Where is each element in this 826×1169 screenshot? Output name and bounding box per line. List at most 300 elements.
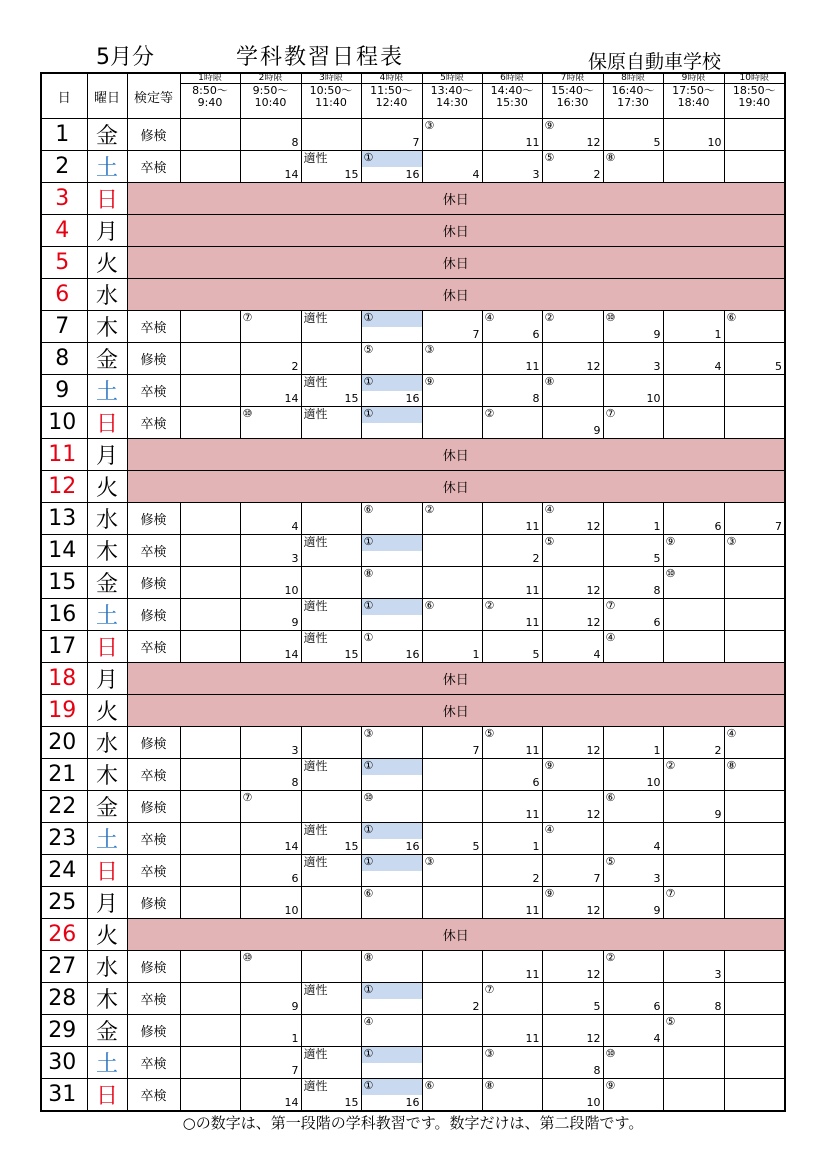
exam-type: 卒検 xyxy=(127,407,180,439)
weekday: 土 xyxy=(87,151,127,183)
stage2-lesson: 15 xyxy=(344,840,359,853)
aptitude-label: 適性 xyxy=(303,823,328,837)
stage2-lesson: 8 xyxy=(291,776,299,789)
period-time: 17:50～ 18:40 xyxy=(672,84,715,109)
stage2-lesson: 12 xyxy=(586,520,601,533)
stage2-lesson: 1 xyxy=(532,840,540,853)
weekday: 日 xyxy=(87,1079,127,1112)
stage1-lesson: ⑧ xyxy=(484,1079,495,1092)
period-header-6 xyxy=(482,73,542,119)
lesson-cell xyxy=(482,151,542,183)
lesson-cell xyxy=(301,535,361,567)
period-label: 6時限 xyxy=(483,74,542,84)
lesson-cell xyxy=(603,823,663,855)
stage1-lesson: ⑦ xyxy=(242,311,253,324)
aptitude-label: 適性 xyxy=(303,407,328,421)
lesson-cell xyxy=(180,631,240,663)
lesson-cell xyxy=(180,791,240,823)
stage1-lesson: ⑤ xyxy=(665,1015,676,1028)
stage2-lesson: 10 xyxy=(646,776,661,789)
lesson-cell xyxy=(603,503,663,535)
stage2-lesson: 9 xyxy=(593,424,601,437)
lesson-cell xyxy=(240,375,301,407)
exam-type: 卒検 xyxy=(127,151,180,183)
stage2-lesson: 5 xyxy=(593,1000,601,1013)
lesson-cell xyxy=(542,951,603,983)
lesson-cell xyxy=(542,375,603,407)
stage1-lesson: ⑨ xyxy=(605,1079,616,1092)
stage1-lesson: ① xyxy=(363,151,374,164)
stage1-lesson: ⑤ xyxy=(605,855,616,868)
lesson-cell xyxy=(301,503,361,535)
day-number: 13 xyxy=(41,503,87,535)
day-row xyxy=(41,535,785,567)
lesson-cell xyxy=(724,791,785,823)
weekday: 金 xyxy=(87,567,127,599)
lesson-cell xyxy=(240,599,301,631)
stage2-lesson: 15 xyxy=(344,168,359,181)
lesson-cell xyxy=(180,983,240,1015)
stage2-lesson: 10 xyxy=(284,904,299,917)
lesson-cell xyxy=(724,823,785,855)
lesson-cell xyxy=(482,887,542,919)
stage2-lesson: 9 xyxy=(653,904,661,917)
weekday: 月 xyxy=(87,887,127,919)
period-header-5 xyxy=(422,73,482,119)
weekday: 木 xyxy=(87,535,127,567)
lesson-cell xyxy=(542,599,603,631)
day-row xyxy=(41,599,785,631)
lesson-cell xyxy=(361,535,422,567)
lesson-cell xyxy=(663,759,724,791)
lesson-cell xyxy=(663,343,724,375)
exam-type: 卒検 xyxy=(127,375,180,407)
lesson-cell xyxy=(301,1079,361,1112)
stage2-lesson: 3 xyxy=(714,968,722,981)
day-row xyxy=(41,951,785,983)
lesson-cell xyxy=(663,887,724,919)
lesson-cell xyxy=(663,1079,724,1112)
page-title: 学科教習日程表 xyxy=(236,45,405,70)
stage1-lesson: ② xyxy=(544,311,555,324)
aptitude-label: 適性 xyxy=(303,375,328,389)
lesson-cell xyxy=(361,1047,422,1079)
stage1-lesson: ④ xyxy=(605,631,616,644)
lesson-cell xyxy=(603,1079,663,1112)
lesson-cell xyxy=(542,311,603,343)
exam-type: 修検 xyxy=(127,599,180,631)
lesson-cell xyxy=(301,631,361,663)
stage2-lesson: 2 xyxy=(714,744,722,757)
lesson-cell xyxy=(422,503,482,535)
lesson-cell xyxy=(361,727,422,759)
weekday: 水 xyxy=(87,951,127,983)
lesson-cell xyxy=(663,311,724,343)
day-row xyxy=(41,983,785,1015)
exam-type: 卒検 xyxy=(127,823,180,855)
day-number: 16 xyxy=(41,599,87,631)
lesson-cell xyxy=(301,1015,361,1047)
period-time: 18:50～ 19:40 xyxy=(732,84,776,109)
aptitude-label: 適性 xyxy=(303,855,328,869)
day-header: 日 xyxy=(41,73,87,119)
lesson-cell xyxy=(240,823,301,855)
lesson-cell xyxy=(663,631,724,663)
stage2-lesson: 9 xyxy=(291,1000,299,1013)
lesson-cell xyxy=(482,503,542,535)
stage1-lesson: ④ xyxy=(484,311,495,324)
stage1-lesson: ⑩ xyxy=(363,791,374,804)
lesson-cell xyxy=(542,407,603,439)
lesson-cell xyxy=(724,567,785,599)
lesson-cell xyxy=(180,855,240,887)
period-time: 13:40～ 14:30 xyxy=(430,84,474,109)
lesson-cell xyxy=(663,951,724,983)
weekday: 水 xyxy=(87,279,127,311)
lesson-cell xyxy=(240,567,301,599)
day-number: 5 xyxy=(41,247,87,279)
footer-note: ○の数字は、第一段階の学科教習です。数字だけは、第二段階です。 xyxy=(182,1114,644,1132)
day-row xyxy=(41,631,785,663)
stage2-lesson: 10 xyxy=(707,136,722,149)
lesson-cell xyxy=(724,311,785,343)
lesson-cell xyxy=(180,599,240,631)
lesson-cell xyxy=(603,535,663,567)
lesson-cell xyxy=(663,599,724,631)
stage2-lesson: 14 xyxy=(284,168,299,181)
day-row xyxy=(41,375,785,407)
stage1-lesson: ⑥ xyxy=(424,1079,435,1092)
lesson-cell xyxy=(724,1047,785,1079)
period-header-2 xyxy=(240,73,301,119)
lesson-cell xyxy=(542,1079,603,1112)
day-number: 12 xyxy=(41,471,87,503)
day-number: 17 xyxy=(41,631,87,663)
stage2-lesson: 11 xyxy=(525,904,540,917)
lesson-cell xyxy=(542,535,603,567)
stage1-lesson: ③ xyxy=(363,727,374,740)
stage2-lesson: 7 xyxy=(472,328,480,341)
exam-type: 修検 xyxy=(127,727,180,759)
school-name: 保原自動車学校 xyxy=(588,51,722,73)
period-time: 8:50～ 9:40 xyxy=(192,84,228,109)
lesson-cell xyxy=(663,503,724,535)
lesson-cell xyxy=(663,727,724,759)
lesson-cell xyxy=(422,1015,482,1047)
stage2-lesson: 5 xyxy=(472,840,480,853)
lesson-cell xyxy=(180,535,240,567)
lesson-cell xyxy=(542,631,603,663)
lesson-cell xyxy=(180,951,240,983)
day-row xyxy=(41,247,785,279)
lesson-cell xyxy=(301,983,361,1015)
exam-type: 卒検 xyxy=(127,855,180,887)
stage1-lesson: ⑧ xyxy=(726,759,737,772)
stage1-lesson: ⑦ xyxy=(665,887,676,900)
lesson-cell xyxy=(422,343,482,375)
stage1-lesson: ⑥ xyxy=(726,311,737,324)
exam-type: 卒検 xyxy=(127,1047,180,1079)
day-number: 29 xyxy=(41,1015,87,1047)
period-header-7 xyxy=(542,73,603,119)
stage1-lesson: ① xyxy=(363,375,374,388)
stage1-lesson: ⑧ xyxy=(605,151,616,164)
stage2-lesson: 11 xyxy=(525,808,540,821)
weekday: 日 xyxy=(87,183,127,215)
day-number: 6 xyxy=(41,279,87,311)
lesson-cell xyxy=(361,887,422,919)
lesson-cell xyxy=(240,1047,301,1079)
period-header-9 xyxy=(663,73,724,119)
lesson-cell xyxy=(663,375,724,407)
lesson-cell xyxy=(663,1047,724,1079)
day-row xyxy=(41,439,785,471)
day-row xyxy=(41,663,785,695)
weekday: 木 xyxy=(87,759,127,791)
lesson-cell xyxy=(301,887,361,919)
lesson-cell xyxy=(542,119,603,151)
weekday: 木 xyxy=(87,311,127,343)
period-label: 10時限 xyxy=(725,74,785,84)
holiday-bar: 休日 xyxy=(127,439,785,471)
lesson-cell xyxy=(663,151,724,183)
stage1-lesson: ① xyxy=(363,823,374,836)
lesson-cell xyxy=(542,503,603,535)
lesson-cell xyxy=(482,823,542,855)
lesson-cell xyxy=(301,1047,361,1079)
weekday: 木 xyxy=(87,983,127,1015)
period-time: 16:40～ 17:30 xyxy=(611,84,655,109)
lesson-cell xyxy=(240,887,301,919)
day-row xyxy=(41,503,785,535)
lesson-cell xyxy=(180,311,240,343)
lesson-cell xyxy=(301,791,361,823)
stage2-lesson: 11 xyxy=(525,616,540,629)
lesson-cell xyxy=(724,1079,785,1112)
day-number: 4 xyxy=(41,215,87,247)
lesson-cell xyxy=(301,119,361,151)
lesson-cell xyxy=(301,951,361,983)
aptitude-label: 適性 xyxy=(303,151,328,165)
weekday: 月 xyxy=(87,439,127,471)
day-number: 31 xyxy=(41,1079,87,1112)
lesson-cell xyxy=(361,375,422,407)
period-label: 3時限 xyxy=(302,74,361,84)
lesson-cell xyxy=(663,407,724,439)
day-row xyxy=(41,727,785,759)
lesson-cell xyxy=(422,983,482,1015)
day-row xyxy=(41,471,785,503)
header-row xyxy=(41,73,785,119)
period-time: 11:50～ 12:40 xyxy=(370,84,413,109)
stage2-lesson: 9 xyxy=(291,616,299,629)
lesson-cell xyxy=(482,535,542,567)
period-label: 4時限 xyxy=(362,74,422,84)
weekday: 金 xyxy=(87,343,127,375)
stage2-lesson: 10 xyxy=(646,392,661,405)
lesson-cell xyxy=(482,759,542,791)
lesson-cell xyxy=(724,407,785,439)
lesson-cell xyxy=(482,631,542,663)
stage1-lesson: ⑧ xyxy=(363,951,374,964)
lesson-cell xyxy=(361,759,422,791)
aptitude-label: 適性 xyxy=(303,631,328,645)
day-number: 27 xyxy=(41,951,87,983)
aptitude-label: 適性 xyxy=(303,1079,328,1093)
lesson-cell xyxy=(361,823,422,855)
lesson-cell xyxy=(301,727,361,759)
stage1-lesson: ① xyxy=(363,855,374,868)
weekday: 土 xyxy=(87,599,127,631)
stage2-lesson: 11 xyxy=(525,744,540,757)
lesson-cell xyxy=(180,823,240,855)
stage2-lesson: 7 xyxy=(412,136,420,149)
stage1-lesson: ② xyxy=(665,759,676,772)
lesson-cell xyxy=(240,119,301,151)
lesson-cell xyxy=(422,151,482,183)
lesson-cell xyxy=(361,791,422,823)
lesson-cell xyxy=(361,151,422,183)
period-header-10 xyxy=(724,73,785,119)
stage2-lesson: 11 xyxy=(525,584,540,597)
lesson-cell xyxy=(603,855,663,887)
holiday-bar: 休日 xyxy=(127,471,785,503)
lesson-cell xyxy=(603,599,663,631)
stage1-lesson: ⑤ xyxy=(544,535,555,548)
lesson-cell xyxy=(301,599,361,631)
lesson-cell xyxy=(724,503,785,535)
stage1-lesson: ① xyxy=(363,759,374,772)
day-number: 18 xyxy=(41,663,87,695)
lesson-cell xyxy=(180,759,240,791)
stage2-lesson: 2 xyxy=(532,552,540,565)
exam-type: 修検 xyxy=(127,1015,180,1047)
stage1-lesson: ② xyxy=(484,599,495,612)
weekday: 金 xyxy=(87,1015,127,1047)
lesson-cell xyxy=(663,535,724,567)
stage2-lesson: 5 xyxy=(653,136,661,149)
day-number: 1 xyxy=(41,119,87,151)
day-number: 25 xyxy=(41,887,87,919)
lesson-cell xyxy=(724,759,785,791)
lesson-cell xyxy=(482,791,542,823)
lesson-cell xyxy=(422,791,482,823)
weekday: 金 xyxy=(87,119,127,151)
stage2-lesson: 7 xyxy=(291,1064,299,1077)
lesson-cell xyxy=(663,1015,724,1047)
day-row xyxy=(41,311,785,343)
weekday-header: 曜日 xyxy=(87,73,127,119)
stage2-lesson: 11 xyxy=(525,968,540,981)
stage2-lesson: 12 xyxy=(586,904,601,917)
exam-header: 検定等 xyxy=(127,73,180,119)
stage2-lesson: 6 xyxy=(291,872,299,885)
weekday: 土 xyxy=(87,375,127,407)
lesson-cell xyxy=(663,791,724,823)
stage2-lesson: 4 xyxy=(291,520,299,533)
stage1-lesson: ① xyxy=(363,983,374,996)
stage2-lesson: 11 xyxy=(525,520,540,533)
lesson-cell xyxy=(361,983,422,1015)
lesson-cell xyxy=(422,951,482,983)
lesson-cell xyxy=(482,983,542,1015)
lesson-cell xyxy=(482,343,542,375)
lesson-cell xyxy=(603,567,663,599)
period-label: 1時限 xyxy=(181,74,240,84)
stage1-lesson: ⑥ xyxy=(363,887,374,900)
stage1-lesson: ③ xyxy=(424,343,435,356)
stage2-lesson: 3 xyxy=(291,552,299,565)
stage1-lesson: ⑨ xyxy=(544,887,555,900)
day-row xyxy=(41,759,785,791)
lesson-cell xyxy=(542,151,603,183)
stage1-lesson: ⑧ xyxy=(363,567,374,580)
stage2-lesson: 12 xyxy=(586,360,601,373)
stage2-lesson: 8 xyxy=(714,1000,722,1013)
stage1-lesson: ⑦ xyxy=(605,599,616,612)
lesson-cell xyxy=(603,759,663,791)
stage2-lesson: 12 xyxy=(586,808,601,821)
stage2-lesson: 12 xyxy=(586,584,601,597)
exam-type: 修検 xyxy=(127,343,180,375)
stage1-lesson: ⑦ xyxy=(242,791,253,804)
stage1-lesson: ① xyxy=(363,631,374,644)
lesson-cell xyxy=(542,1047,603,1079)
stage2-lesson: 1 xyxy=(291,1032,299,1045)
lesson-cell xyxy=(663,823,724,855)
day-number: 24 xyxy=(41,855,87,887)
lesson-cell xyxy=(724,631,785,663)
day-number: 10 xyxy=(41,407,87,439)
stage2-lesson: 11 xyxy=(525,360,540,373)
lesson-cell xyxy=(422,823,482,855)
exam-type: 修検 xyxy=(127,503,180,535)
lesson-cell xyxy=(240,1015,301,1047)
lesson-cell xyxy=(603,407,663,439)
stage1-lesson: ③ xyxy=(484,1047,495,1060)
weekday: 火 xyxy=(87,471,127,503)
stage1-lesson: ① xyxy=(363,535,374,548)
stage2-lesson: 1 xyxy=(472,648,480,661)
lesson-cell xyxy=(240,311,301,343)
lesson-cell xyxy=(301,343,361,375)
lesson-cell xyxy=(301,407,361,439)
lesson-cell xyxy=(180,343,240,375)
stage2-lesson: 8 xyxy=(593,1064,601,1077)
stage1-lesson: ⑤ xyxy=(484,727,495,740)
stage2-lesson: 5 xyxy=(532,648,540,661)
month-label: 5月分 xyxy=(96,45,154,70)
day-number: 14 xyxy=(41,535,87,567)
stage2-lesson: 1 xyxy=(653,744,661,757)
weekday: 月 xyxy=(87,663,127,695)
exam-type: 卒検 xyxy=(127,1079,180,1112)
lesson-cell xyxy=(240,951,301,983)
lesson-cell xyxy=(482,407,542,439)
day-row xyxy=(41,791,785,823)
period-time: 10:50～ 11:40 xyxy=(309,84,353,109)
lesson-cell xyxy=(240,503,301,535)
day-row xyxy=(41,343,785,375)
lesson-cell xyxy=(422,855,482,887)
stage2-lesson: 8 xyxy=(653,584,661,597)
lesson-cell xyxy=(361,631,422,663)
lesson-cell xyxy=(240,631,301,663)
stage1-lesson: ⑨ xyxy=(544,119,555,132)
stage2-lesson: 2 xyxy=(532,872,540,885)
stage2-lesson: 12 xyxy=(586,616,601,629)
stage2-lesson: 12 xyxy=(586,744,601,757)
